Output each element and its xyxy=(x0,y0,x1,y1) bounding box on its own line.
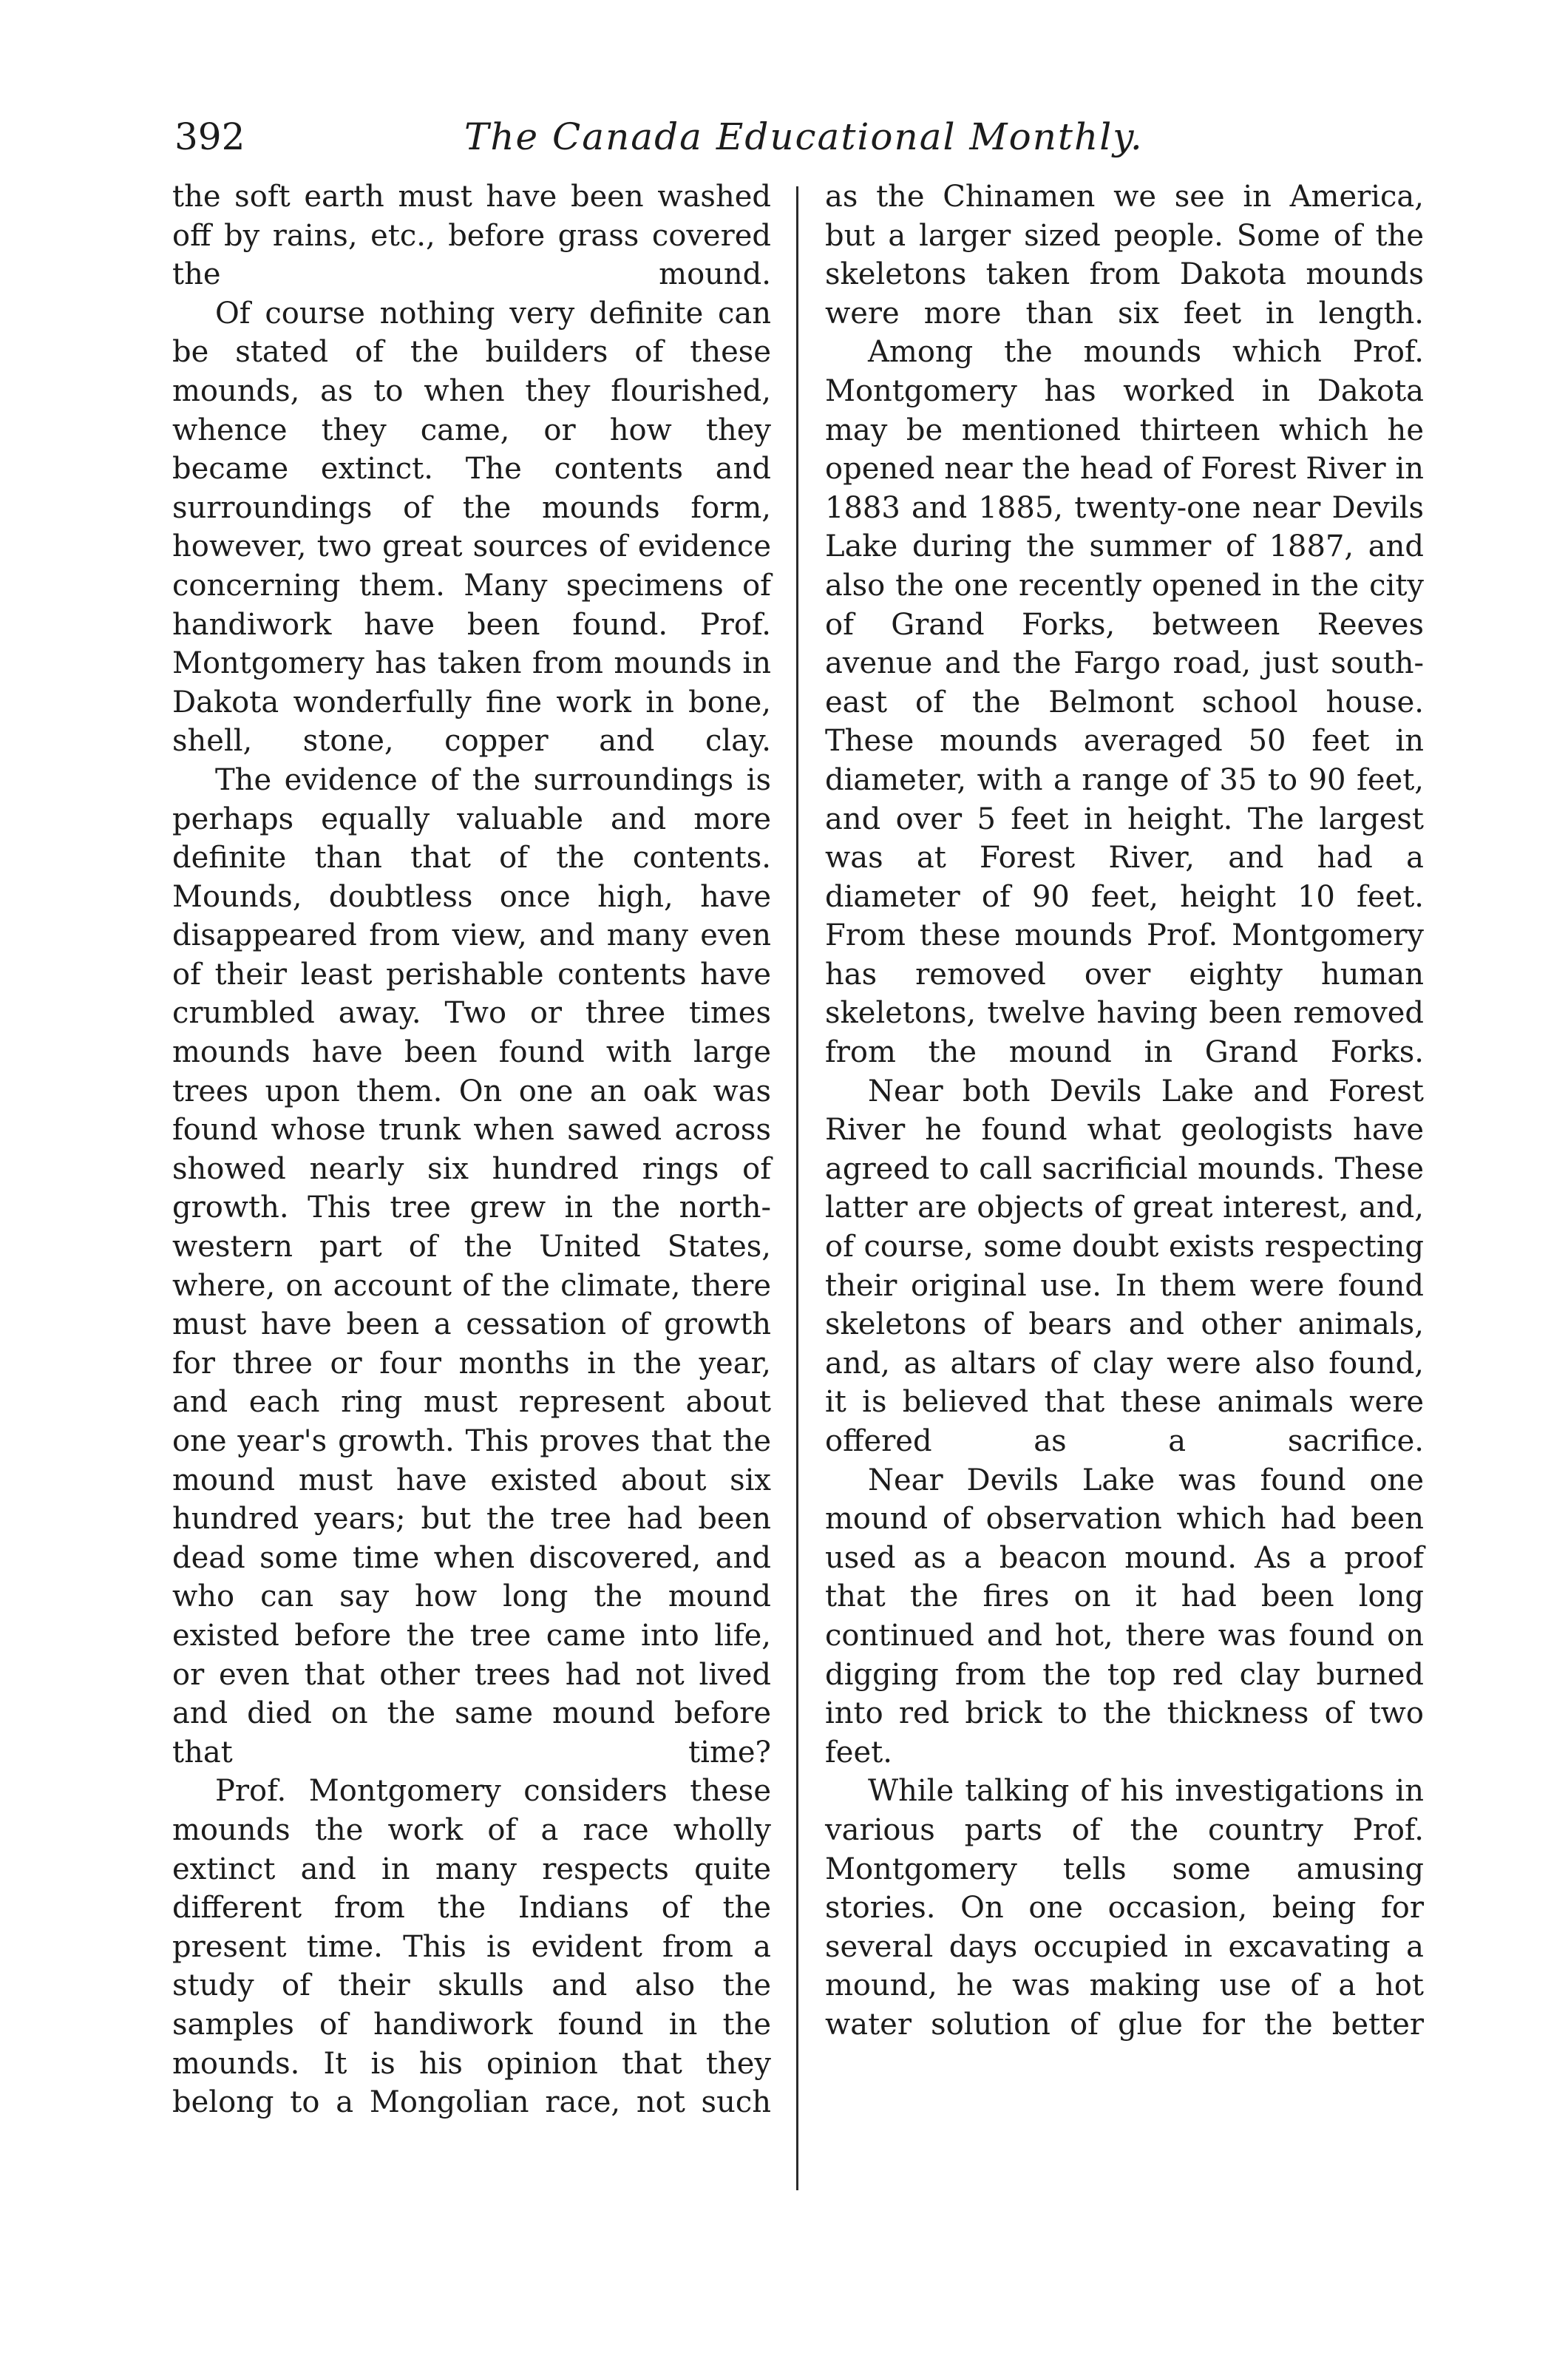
running-header xyxy=(174,111,1431,177)
left-column xyxy=(172,177,771,2122)
paragraph: Of course nothing very definite can be stated of the builders of these mounds, as to when they flourished, whence they came, or how they became extinct. The contents and surroundings of the mounds form, however, two great sources of evidence concerning them. Many specimens of handiwork have been found. Prof. Montgomery has taken from mounds in Dakota wonderfully fine work in bone, shell, stone, copper and clay. xyxy=(172,296,771,759)
paragraph: as the Chinamen we see in America, but a larger sized people. Some of the skeletons taken from Dakota mounds were more than six feet in length. xyxy=(825,180,1424,331)
paragraph: the soft earth must have been washed off by rains, etc., before grass covered the mound. xyxy=(172,180,771,292)
paragraph: Near both Devils Lake and Forest River he found what geologists have agreed to call sacrificial mounds. These latter are objects of great interest, and, of course, some doubt exists respecting their original use. In them were found skeletons of bears and other animals, and, as altars of clay were also found, it is believed that these animals were offered as a sacrifice. xyxy=(825,1074,1424,1458)
right-column xyxy=(825,177,1424,2045)
column-divider xyxy=(796,186,798,2190)
paragraph: While talking of his investigations in various parts of the country Prof. Montgomery tells some amusing stories. On one occasion, being for several days occupied in excavating a mound, he was making use of a hot water solution of glue for the better xyxy=(825,1774,1424,2042)
paragraph: Near Devils Lake was found one mound of observation which had been used as a beacon mound. As a proof that the fires on it had been long continued and hot, there was found on digging from the top red clay burned into red brick to the thickness of two feet. xyxy=(825,1463,1424,1770)
paragraph: Prof. Montgomery considers these mounds the work of a race wholly extinct and in many respects quite different from the Indians of the present time. This is evident from a study of their skulls and also the samples of handiwork found in the mounds. It is his opinion that they belong to a Mongolian race, not such xyxy=(172,1774,771,2120)
paragraph: The evidence of the surroundings is perhaps equally valuable and more definite than that of the contents. Mounds, doubtless once high, have disappeared from view, and many even of their least perishable contents have crumbled away. Two or three times mounds have been found with large trees upon them. On one an oak was found whose trunk when sawed across showed nearly six hundred rings of growth. This tree grew in the north-western part of the United States, where, on account of the climate, there must have been a cessation of growth for three or four months in the year, and each ring must represent about one year's growth. This proves that the mound must have existed about six hundred years; but the tree had been dead some time when discovered, and who can say how long the mound existed before the tree came into life, or even that other trees had not lived and died on the same mound before that time? xyxy=(172,762,771,1770)
page-number: 392 xyxy=(174,115,245,158)
journal-title: The Canada Educational Monthly. xyxy=(464,115,1144,158)
paragraph: Among the mounds which Prof. Montgomery has worked in Dakota may be mentioned thirteen which he opened near the head of Forest River in 1883 and 1885, twenty-one near Devils Lake during the summer of 1887, and also the one recently opened in the city of Grand Forks, between Reeves avenue and the Fargo road, just south-east of the Belmont school house. These mounds averaged 50 feet in diameter, with a range of 35 to 90 feet, and over 5 feet in height. The largest was at Forest River, and had a diameter of 90 feet, height 10 feet. From these mounds Prof. Montgomery has removed over eighty human skeletons, twelve having been removed from the mound in Grand Forks. xyxy=(825,335,1424,1070)
